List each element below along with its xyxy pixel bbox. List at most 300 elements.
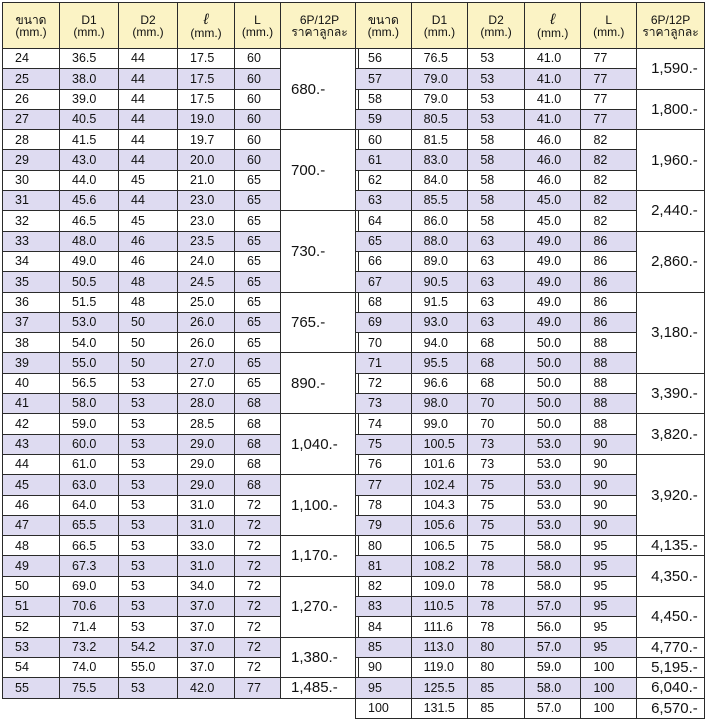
cell-size: 73 bbox=[356, 394, 412, 414]
table-row bbox=[3, 292, 359, 312]
cell-d2: 53 bbox=[468, 49, 525, 69]
cell-d1: 63.0 bbox=[60, 475, 119, 495]
cell-d1: 38.0 bbox=[60, 69, 119, 89]
table-row bbox=[356, 373, 705, 393]
cell-d2: 80 bbox=[468, 637, 525, 657]
cell-L: 72 bbox=[235, 536, 281, 556]
cell-d1: 43.0 bbox=[60, 150, 119, 170]
header-price: 6P/12P ราคาลูกละ bbox=[637, 3, 705, 49]
cell-d1: 76.5 bbox=[411, 49, 468, 69]
cell-l: 24.5 bbox=[178, 272, 235, 292]
cell-l: 58.0 bbox=[524, 556, 581, 576]
cell-d2: 53 bbox=[119, 373, 178, 393]
cell-d2: 53 bbox=[119, 394, 178, 414]
cell-l: 50.0 bbox=[524, 333, 581, 353]
cell-size: 24 bbox=[3, 49, 60, 69]
cell-L: 60 bbox=[235, 89, 281, 109]
cell-d2: 78 bbox=[468, 556, 525, 576]
cell-d2: 54.2 bbox=[119, 637, 178, 657]
cell-L: 72 bbox=[235, 576, 281, 596]
cell-l: 57.0 bbox=[524, 637, 581, 657]
cell-l: 59.0 bbox=[524, 657, 581, 677]
cell-d1: 99.0 bbox=[411, 414, 468, 434]
cell-d1: 45.6 bbox=[60, 191, 119, 211]
cell-d2: 50 bbox=[119, 333, 178, 353]
cell-l: 37.0 bbox=[178, 637, 235, 657]
cell-L: 72 bbox=[235, 617, 281, 637]
cell-size: 75 bbox=[356, 434, 412, 454]
table-row bbox=[3, 637, 359, 657]
cell-L: 72 bbox=[235, 515, 281, 535]
cell-L: 95 bbox=[581, 556, 637, 576]
cell-d2: 48 bbox=[119, 272, 178, 292]
cell-d1: 66.5 bbox=[60, 536, 119, 556]
cell-d1: 91.5 bbox=[411, 292, 468, 312]
cell-d1: 105.6 bbox=[411, 515, 468, 535]
cell-l: 49.0 bbox=[524, 272, 581, 292]
cell-l: 33.0 bbox=[178, 536, 235, 556]
cell-l: 37.0 bbox=[178, 657, 235, 677]
cell-L: 72 bbox=[235, 657, 281, 677]
cell-size: 52 bbox=[3, 617, 60, 637]
price-cell: 4,450.- bbox=[637, 597, 705, 638]
cell-l: 25.0 bbox=[178, 292, 235, 312]
cell-size: 26 bbox=[3, 89, 60, 109]
cell-size: 27 bbox=[3, 109, 60, 129]
cell-d1: 86.0 bbox=[411, 211, 468, 231]
cell-d1: 48.0 bbox=[60, 231, 119, 251]
cell-d2: 48 bbox=[119, 292, 178, 312]
cell-d2: 53 bbox=[119, 454, 178, 474]
cell-size: 70 bbox=[356, 333, 412, 353]
cell-size: 40 bbox=[3, 373, 60, 393]
cell-size: 95 bbox=[356, 678, 412, 698]
cell-d1: 44.0 bbox=[60, 170, 119, 190]
cell-d2: 53 bbox=[119, 414, 178, 434]
cell-L: 65 bbox=[235, 191, 281, 211]
cell-d1: 131.5 bbox=[411, 698, 468, 718]
cell-d1: 40.5 bbox=[60, 109, 119, 129]
cell-d2: 53 bbox=[119, 576, 178, 596]
cell-size: 51 bbox=[3, 597, 60, 617]
cell-l: 49.0 bbox=[524, 231, 581, 251]
price-cell: 3,920.- bbox=[637, 454, 705, 535]
table-row bbox=[3, 130, 359, 150]
cell-d1: 39.0 bbox=[60, 89, 119, 109]
cell-d1: 80.5 bbox=[411, 109, 468, 129]
cell-d2: 70 bbox=[468, 414, 525, 434]
cell-d1: 75.5 bbox=[60, 678, 119, 698]
cell-size: 66 bbox=[356, 251, 412, 271]
cell-size: 84 bbox=[356, 617, 412, 637]
cell-size: 41 bbox=[3, 394, 60, 414]
cell-d1: 46.5 bbox=[60, 211, 119, 231]
cell-L: 88 bbox=[581, 394, 637, 414]
cell-size: 90 bbox=[356, 657, 412, 677]
cell-L: 72 bbox=[235, 556, 281, 576]
cell-l: 56.0 bbox=[524, 617, 581, 637]
cell-l: 41.0 bbox=[524, 49, 581, 69]
price-table-right bbox=[355, 2, 705, 719]
cell-size: 36 bbox=[3, 292, 60, 312]
cell-l: 45.0 bbox=[524, 211, 581, 231]
cell-d2: 53 bbox=[119, 495, 178, 515]
cell-size: 58 bbox=[356, 89, 412, 109]
cell-L: 88 bbox=[581, 353, 637, 373]
cell-L: 68 bbox=[235, 434, 281, 454]
cell-l: 17.5 bbox=[178, 89, 235, 109]
cell-size: 62 bbox=[356, 170, 412, 190]
cell-d2: 73 bbox=[468, 454, 525, 474]
table-body bbox=[356, 49, 705, 719]
cell-size: 57 bbox=[356, 69, 412, 89]
cell-d2: 63 bbox=[468, 251, 525, 271]
cell-L: 88 bbox=[581, 414, 637, 434]
cell-l: 37.0 bbox=[178, 597, 235, 617]
header-d2: D2 (mm.) bbox=[119, 3, 178, 49]
cell-L: 82 bbox=[581, 170, 637, 190]
cell-L: 82 bbox=[581, 191, 637, 211]
cell-size: 71 bbox=[356, 353, 412, 373]
header-L: L (mm.) bbox=[581, 3, 637, 49]
cell-L: 86 bbox=[581, 292, 637, 312]
cell-d1: 58.0 bbox=[60, 394, 119, 414]
cell-size: 37 bbox=[3, 312, 60, 332]
cell-size: 39 bbox=[3, 353, 60, 373]
cell-l: 57.0 bbox=[524, 597, 581, 617]
table-row bbox=[356, 536, 705, 556]
cell-d2: 63 bbox=[468, 312, 525, 332]
cell-d1: 59.0 bbox=[60, 414, 119, 434]
price-cell: 6,040.- bbox=[637, 678, 705, 698]
cell-l: 46.0 bbox=[524, 170, 581, 190]
cell-d2: 50 bbox=[119, 353, 178, 373]
cell-L: 95 bbox=[581, 536, 637, 556]
cell-L: 95 bbox=[581, 617, 637, 637]
cell-d2: 53 bbox=[468, 109, 525, 129]
cell-size: 49 bbox=[3, 556, 60, 576]
cell-d1: 100.5 bbox=[411, 434, 468, 454]
table-row bbox=[3, 49, 359, 69]
cell-l: 21.0 bbox=[178, 170, 235, 190]
cell-d2: 44 bbox=[119, 150, 178, 170]
table-row bbox=[356, 89, 705, 109]
price-cell: 2,860.- bbox=[637, 231, 705, 292]
cell-L: 65 bbox=[235, 170, 281, 190]
cell-d1: 111.6 bbox=[411, 617, 468, 637]
cell-l: 27.0 bbox=[178, 353, 235, 373]
cell-size: 100 bbox=[356, 698, 412, 718]
cell-l: 28.5 bbox=[178, 414, 235, 434]
table-row bbox=[356, 231, 705, 251]
cell-l: 58.0 bbox=[524, 576, 581, 596]
cell-d2: 63 bbox=[468, 292, 525, 312]
price-cell: 700.- bbox=[281, 130, 359, 211]
table-row bbox=[356, 678, 705, 698]
cell-l: 26.0 bbox=[178, 333, 235, 353]
cell-d2: 53 bbox=[119, 617, 178, 637]
cell-d1: 55.0 bbox=[60, 353, 119, 373]
cell-d1: 95.5 bbox=[411, 353, 468, 373]
cell-size: 72 bbox=[356, 373, 412, 393]
cell-d2: 45 bbox=[119, 170, 178, 190]
cell-size: 34 bbox=[3, 251, 60, 271]
cell-size: 48 bbox=[3, 536, 60, 556]
price-cell: 1,270.- bbox=[281, 576, 359, 637]
cell-d2: 58 bbox=[468, 191, 525, 211]
cell-d2: 70 bbox=[468, 394, 525, 414]
cell-size: 55 bbox=[3, 678, 60, 698]
price-cell: 680.- bbox=[281, 49, 359, 130]
cell-L: 65 bbox=[235, 333, 281, 353]
cell-d2: 58 bbox=[468, 211, 525, 231]
table-row bbox=[3, 536, 359, 556]
cell-L: 68 bbox=[235, 475, 281, 495]
cell-l: 19.0 bbox=[178, 109, 235, 129]
table-row bbox=[356, 637, 705, 657]
cell-l: 45.0 bbox=[524, 191, 581, 211]
cell-d2: 73 bbox=[468, 434, 525, 454]
cell-L: 77 bbox=[581, 69, 637, 89]
cell-d2: 58 bbox=[468, 130, 525, 150]
price-cell: 890.- bbox=[281, 353, 359, 414]
cell-size: 59 bbox=[356, 109, 412, 129]
cell-d2: 85 bbox=[468, 698, 525, 718]
cell-L: 65 bbox=[235, 353, 281, 373]
cell-L: 65 bbox=[235, 272, 281, 292]
cell-L: 77 bbox=[581, 49, 637, 69]
cell-size: 69 bbox=[356, 312, 412, 332]
cell-L: 68 bbox=[235, 394, 281, 414]
price-cell: 4,770.- bbox=[637, 637, 705, 657]
cell-l: 23.5 bbox=[178, 231, 235, 251]
cell-d1: 65.5 bbox=[60, 515, 119, 535]
cell-l: 29.0 bbox=[178, 475, 235, 495]
header-l-small: ℓ (mm.) bbox=[178, 3, 235, 49]
cell-d1: 67.3 bbox=[60, 556, 119, 576]
cell-size: 80 bbox=[356, 536, 412, 556]
cell-d1: 41.5 bbox=[60, 130, 119, 150]
cell-l: 17.5 bbox=[178, 49, 235, 69]
cell-L: 88 bbox=[581, 333, 637, 353]
price-cell: 730.- bbox=[281, 211, 359, 292]
cell-l: 53.0 bbox=[524, 495, 581, 515]
cell-L: 95 bbox=[581, 576, 637, 596]
cell-d1: 102.4 bbox=[411, 475, 468, 495]
cell-d2: 58 bbox=[468, 150, 525, 170]
cell-L: 100 bbox=[581, 657, 637, 677]
cell-size: 50 bbox=[3, 576, 60, 596]
cell-size: 68 bbox=[356, 292, 412, 312]
cell-d2: 80 bbox=[468, 657, 525, 677]
cell-l: 41.0 bbox=[524, 109, 581, 129]
cell-d1: 74.0 bbox=[60, 657, 119, 677]
cell-d2: 58 bbox=[468, 170, 525, 190]
cell-d2: 68 bbox=[468, 353, 525, 373]
header-l-small: ℓ (mm.) bbox=[524, 3, 581, 49]
cell-d2: 63 bbox=[468, 231, 525, 251]
cell-d1: 56.5 bbox=[60, 373, 119, 393]
table-row bbox=[356, 597, 705, 617]
cell-d1: 49.0 bbox=[60, 251, 119, 271]
cell-d2: 44 bbox=[119, 69, 178, 89]
cell-size: 78 bbox=[356, 495, 412, 515]
cell-l: 53.0 bbox=[524, 454, 581, 474]
cell-d1: 90.5 bbox=[411, 272, 468, 292]
cell-L: 65 bbox=[235, 231, 281, 251]
cell-d1: 53.0 bbox=[60, 312, 119, 332]
cell-d1: 64.0 bbox=[60, 495, 119, 515]
cell-d2: 53 bbox=[119, 434, 178, 454]
cell-L: 90 bbox=[581, 475, 637, 495]
cell-l: 29.0 bbox=[178, 434, 235, 454]
cell-d2: 53 bbox=[468, 69, 525, 89]
price-cell: 1,590.- bbox=[637, 49, 705, 90]
table-body bbox=[3, 49, 359, 699]
table-row bbox=[356, 130, 705, 150]
table-row bbox=[356, 454, 705, 474]
cell-d1: 109.0 bbox=[411, 576, 468, 596]
cell-L: 65 bbox=[235, 211, 281, 231]
cell-l: 57.0 bbox=[524, 698, 581, 718]
cell-l: 28.0 bbox=[178, 394, 235, 414]
price-cell: 1,485.- bbox=[281, 678, 359, 698]
cell-d2: 78 bbox=[468, 597, 525, 617]
cell-size: 64 bbox=[356, 211, 412, 231]
cell-d1: 113.0 bbox=[411, 637, 468, 657]
cell-d2: 85 bbox=[468, 678, 525, 698]
cell-L: 65 bbox=[235, 373, 281, 393]
cell-size: 43 bbox=[3, 434, 60, 454]
cell-l: 31.0 bbox=[178, 495, 235, 515]
cell-size: 46 bbox=[3, 495, 60, 515]
cell-d2: 44 bbox=[119, 49, 178, 69]
header-d1: D1 (mm.) bbox=[411, 3, 468, 49]
cell-L: 82 bbox=[581, 130, 637, 150]
cell-d2: 63 bbox=[468, 272, 525, 292]
cell-l: 37.0 bbox=[178, 617, 235, 637]
cell-d2: 46 bbox=[119, 251, 178, 271]
header-d2: D2 (mm.) bbox=[468, 3, 525, 49]
cell-l: 42.0 bbox=[178, 678, 235, 698]
cell-d2: 53 bbox=[119, 678, 178, 698]
header-L: L (mm.) bbox=[235, 3, 281, 49]
header-size: ขนาด (mm.) bbox=[3, 3, 60, 49]
header-row bbox=[356, 3, 705, 49]
table-row bbox=[356, 657, 705, 677]
price-cell: 1,380.- bbox=[281, 637, 359, 678]
cell-d1: 54.0 bbox=[60, 333, 119, 353]
cell-L: 86 bbox=[581, 231, 637, 251]
cell-d1: 73.2 bbox=[60, 637, 119, 657]
cell-L: 65 bbox=[235, 251, 281, 271]
price-cell: 4,135.- bbox=[637, 536, 705, 556]
table-row bbox=[3, 353, 359, 373]
cell-d2: 53 bbox=[119, 556, 178, 576]
cell-L: 68 bbox=[235, 454, 281, 474]
cell-l: 46.0 bbox=[524, 130, 581, 150]
cell-size: 63 bbox=[356, 191, 412, 211]
cell-d1: 89.0 bbox=[411, 251, 468, 271]
price-table-left bbox=[2, 2, 359, 699]
cell-size: 76 bbox=[356, 454, 412, 474]
price-cell: 2,440.- bbox=[637, 191, 705, 232]
cell-d2: 68 bbox=[468, 333, 525, 353]
cell-d1: 96.6 bbox=[411, 373, 468, 393]
cell-d1: 83.0 bbox=[411, 150, 468, 170]
cell-L: 72 bbox=[235, 597, 281, 617]
cell-d1: 125.5 bbox=[411, 678, 468, 698]
cell-L: 72 bbox=[235, 637, 281, 657]
cell-l: 23.0 bbox=[178, 211, 235, 231]
price-cell: 3,820.- bbox=[637, 414, 705, 455]
cell-d2: 46 bbox=[119, 231, 178, 251]
cell-size: 60 bbox=[356, 130, 412, 150]
cell-l: 50.0 bbox=[524, 353, 581, 373]
price-cell: 5,195.- bbox=[637, 657, 705, 677]
cell-size: 81 bbox=[356, 556, 412, 576]
cell-d1: 71.4 bbox=[60, 617, 119, 637]
cell-L: 68 bbox=[235, 414, 281, 434]
table-row bbox=[356, 698, 705, 718]
table-row bbox=[356, 191, 705, 211]
cell-l: 23.0 bbox=[178, 191, 235, 211]
cell-d1: 101.6 bbox=[411, 454, 468, 474]
cell-d2: 78 bbox=[468, 617, 525, 637]
cell-size: 32 bbox=[3, 211, 60, 231]
cell-size: 53 bbox=[3, 637, 60, 657]
cell-L: 90 bbox=[581, 515, 637, 535]
cell-d1: 51.5 bbox=[60, 292, 119, 312]
cell-l: 49.0 bbox=[524, 251, 581, 271]
table-row bbox=[356, 556, 705, 576]
cell-l: 49.0 bbox=[524, 312, 581, 332]
cell-d1: 88.0 bbox=[411, 231, 468, 251]
cell-l: 53.0 bbox=[524, 515, 581, 535]
cell-d1: 81.5 bbox=[411, 130, 468, 150]
cell-L: 60 bbox=[235, 49, 281, 69]
cell-d2: 44 bbox=[119, 191, 178, 211]
cell-d1: 98.0 bbox=[411, 394, 468, 414]
cell-size: 83 bbox=[356, 597, 412, 617]
price-cell: 6,570.- bbox=[637, 698, 705, 718]
cell-size: 38 bbox=[3, 333, 60, 353]
header-row bbox=[3, 3, 359, 49]
price-cell: 4,350.- bbox=[637, 556, 705, 597]
cell-d2: 45 bbox=[119, 211, 178, 231]
cell-d1: 110.5 bbox=[411, 597, 468, 617]
cell-L: 100 bbox=[581, 698, 637, 718]
cell-l: 53.0 bbox=[524, 434, 581, 454]
cell-L: 86 bbox=[581, 312, 637, 332]
cell-L: 95 bbox=[581, 597, 637, 617]
table-row bbox=[356, 292, 705, 312]
cell-l: 50.0 bbox=[524, 414, 581, 434]
cell-d2: 53 bbox=[119, 536, 178, 556]
cell-d2: 55.0 bbox=[119, 657, 178, 677]
cell-l: 49.0 bbox=[524, 292, 581, 312]
cell-d1: 79.0 bbox=[411, 69, 468, 89]
cell-L: 100 bbox=[581, 678, 637, 698]
price-cell: 1,040.- bbox=[281, 414, 359, 475]
cell-d2: 53 bbox=[119, 475, 178, 495]
cell-size: 28 bbox=[3, 130, 60, 150]
cell-d2: 44 bbox=[119, 130, 178, 150]
cell-size: 31 bbox=[3, 191, 60, 211]
cell-d2: 53 bbox=[119, 597, 178, 617]
cell-d2: 75 bbox=[468, 515, 525, 535]
cell-L: 88 bbox=[581, 373, 637, 393]
